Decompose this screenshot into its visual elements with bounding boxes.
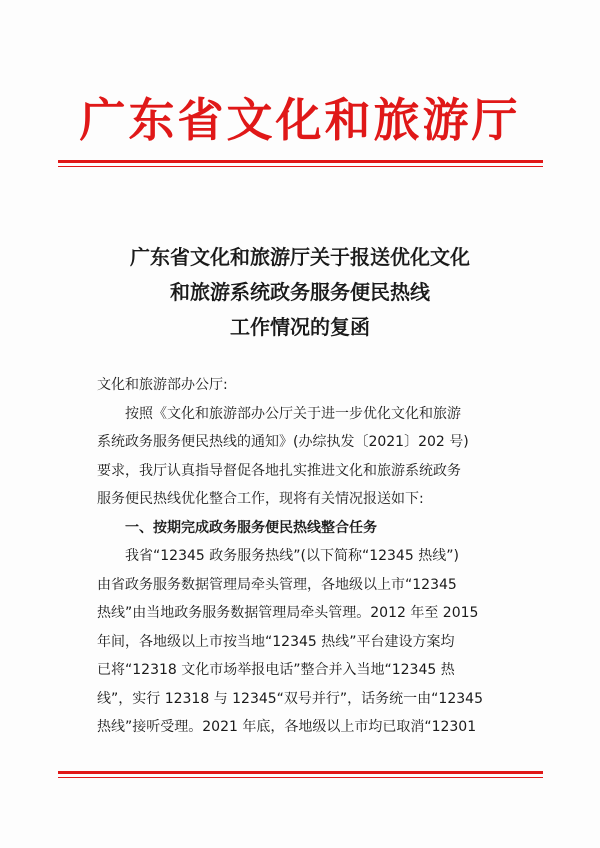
title-line: 工作情况的复函 — [230, 315, 370, 339]
header-red-rule — [58, 160, 543, 163]
section-heading: 一、按期完成政务服务便民热线整合任务 — [125, 519, 377, 536]
document-title — [0, 240, 600, 345]
paragraph-line: 服务便民热线优化整合工作，现将有关情况报送如下: — [97, 491, 424, 507]
header-red-rule-thin — [58, 166, 543, 167]
paragraph-line: 热线”接听受理。2021 年底，各地级以上市均已取消“12301 — [97, 719, 477, 735]
organization-header: 广东省文化和旅游厅 — [79, 93, 521, 147]
paragraph-line: 由省政务服务数据管理局牵头管理，各地级以上市“12345 — [97, 576, 457, 593]
paragraph-line: 我省“12345 政务服务热线”(以下简称“12345 热线”) — [125, 548, 459, 564]
paragraph-line: 已将“12318 文化市场举报电话”整合并入当地“12345 热 — [97, 662, 455, 678]
paragraph-line: 系统政务服务便民热线的通知》(办综执发〔2021〕202 号) — [97, 434, 469, 450]
footer-red-rule — [58, 771, 543, 774]
paragraph-line: 按照《文化和旅游部办公厅关于进一步优化文化和旅游 — [125, 405, 461, 422]
salutation: 文化和旅游部办公厅: — [97, 377, 228, 393]
paragraph-line: 热线”由当地政务服务数据管理局牵头管理。2012 年至 2015 — [97, 605, 479, 621]
footer-red-rule-thin — [58, 777, 543, 778]
paragraph-line: 线”，实行 12318 与 12345“双号并行”，话务统一由“12345 — [97, 690, 483, 707]
document-body — [97, 371, 527, 742]
paragraph-line: 年间，各地级以上市按当地“12345 热线”平台建设方案均 — [97, 633, 455, 650]
title-line: 广东省文化和旅游厅关于报送优化文化 — [130, 245, 470, 269]
title-line: 和旅游系统政务服务便民热线 — [170, 280, 430, 304]
paragraph-line: 要求，我厅认真指导督促各地扎实推进文化和旅游系统政务 — [97, 462, 461, 479]
